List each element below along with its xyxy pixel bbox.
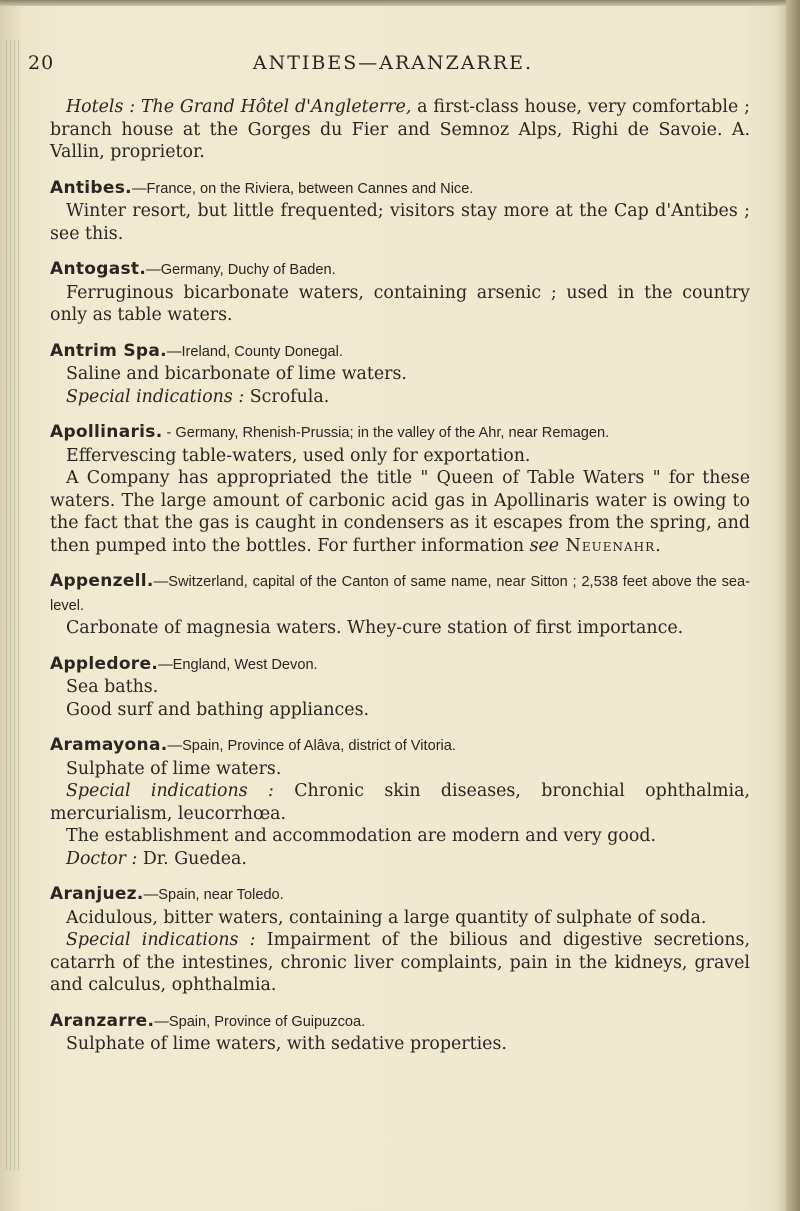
page-edge	[786, 0, 800, 1211]
entry-name: Antogast.	[50, 259, 147, 279]
entry-location: —Switzerland, capital of the Canton of same name, near Sitton ; 2,538 feet above the sea-level.	[50, 574, 750, 614]
special-indications-text: Chronic skin diseases, bronchial ophthalmia, mercurialism, leucorrhœa.	[50, 781, 750, 824]
entry-body-2: A Company has appropriated the title " Queen of Table Waters " for these waters. The large amount of carbonic acid gas in Apollinaris water is owing to the fact that the gas is caught in condensers as it escapes from the spring, and then pumped into the bottles. For further information	[50, 468, 750, 556]
entry-hotels	[50, 96, 750, 164]
hotels-text: a first-class house, very comfortable ; branch house at the Gorges du Fier and Semnoz Alps, Righi de Savoie. A. Vallin, proprietor.	[50, 97, 750, 162]
entry-body: Winter resort, but little frequented; visitors stay more at the Cap d'Antibes ; see this.	[50, 201, 750, 244]
special-indications-label: Special indications :	[66, 781, 274, 801]
doctor-name: Dr. Guedea.	[137, 848, 247, 869]
entry-location: —Spain, near Toledo.	[143, 887, 284, 903]
entry-name: Aranzarre.	[50, 1010, 155, 1031]
special-indications-text: Impairment of the bilious and digestive secretions, catarrh of the intestines, chronic liver complaints, pain in the kidneys, gravel and calculus, ophthalmia.	[50, 930, 750, 995]
special-indications-text: Scrofula.	[244, 386, 330, 407]
entry-name: Antibes.	[50, 177, 132, 198]
entry-appenzell	[50, 570, 750, 640]
entry-name: Appledore.	[50, 653, 159, 674]
entry-body: Sea baths.	[66, 677, 159, 697]
entry-name: Aramayona.	[50, 735, 168, 755]
entry-body: Effervescing table-waters, used only for exportation.	[66, 445, 531, 466]
entry-name: Apollinaris.	[50, 422, 163, 442]
entry-location: —France, on the Riviera, between Cannes and Nice.	[131, 180, 474, 197]
entry-antibes	[50, 177, 750, 246]
special-indications-label: Special indications :	[66, 930, 256, 950]
entry-aranjuez	[50, 883, 750, 997]
entry-apollinaris	[50, 421, 750, 557]
entry-location: —Germany, Duchy of Baden.	[146, 262, 336, 278]
doctor-label: Doctor :	[66, 848, 138, 869]
see-label: see	[529, 535, 560, 556]
entry-aranzarre	[50, 1010, 750, 1056]
gutter-shadow	[6, 40, 20, 1170]
entry-body: Ferruginous bicarbonate waters, containing arsenic ; used in the country only as table waters.	[50, 282, 750, 325]
entry-antrim-spa	[50, 340, 750, 409]
cross-reference: Neuenahr.	[559, 535, 662, 556]
hotels-label: Hotels :	[66, 97, 136, 117]
entry-name: Appenzell.	[50, 571, 154, 591]
entry-name: Aranjuez.	[50, 884, 144, 904]
entry-body-2: The establishment and accommodation are modern and very good.	[66, 826, 656, 846]
entry-location: —Ireland, County Donegal.	[166, 343, 343, 360]
page-header	[28, 50, 758, 80]
entry-location: - Germany, Rhenish-Prussia; in the valley of the Ahr, near Remagen.	[162, 425, 610, 441]
entry-body: Acidulous, bitter waters, containing a large quantity of sulphate of soda.	[66, 907, 707, 928]
entry-location: —England, West Devon.	[158, 656, 318, 673]
entry-aramayona	[50, 734, 750, 870]
entry-appledore	[50, 653, 750, 722]
entry-body: Saline and bicarbonate of lime waters.	[66, 364, 407, 384]
top-edge	[0, 0, 800, 6]
page-number: 20	[28, 52, 55, 74]
running-head: ANTIBES—ARANZARRE.	[252, 52, 534, 74]
page-body	[50, 96, 750, 1056]
entry-body: Sulphate of lime waters.	[66, 758, 282, 779]
entry-body: Carbonate of magnesia waters. Whey-cure station of first importance.	[66, 618, 684, 638]
hotel-name: The Grand Hôtel d'Angleterre,	[140, 97, 412, 117]
special-indications-label: Special indications :	[66, 386, 245, 407]
entry-name: Antrim Spa.	[50, 340, 167, 361]
entry-location: —Spain, Province of Guipuzcoa.	[154, 1013, 366, 1030]
entry-body: Sulphate of lime waters, with sedative properties.	[66, 1034, 507, 1054]
entry-antogast	[50, 258, 750, 327]
entry-location: —Spain, Province of Alâva, district of Vitoria.	[167, 738, 456, 754]
entry-body-2: Good surf and bathing appliances.	[66, 699, 370, 720]
